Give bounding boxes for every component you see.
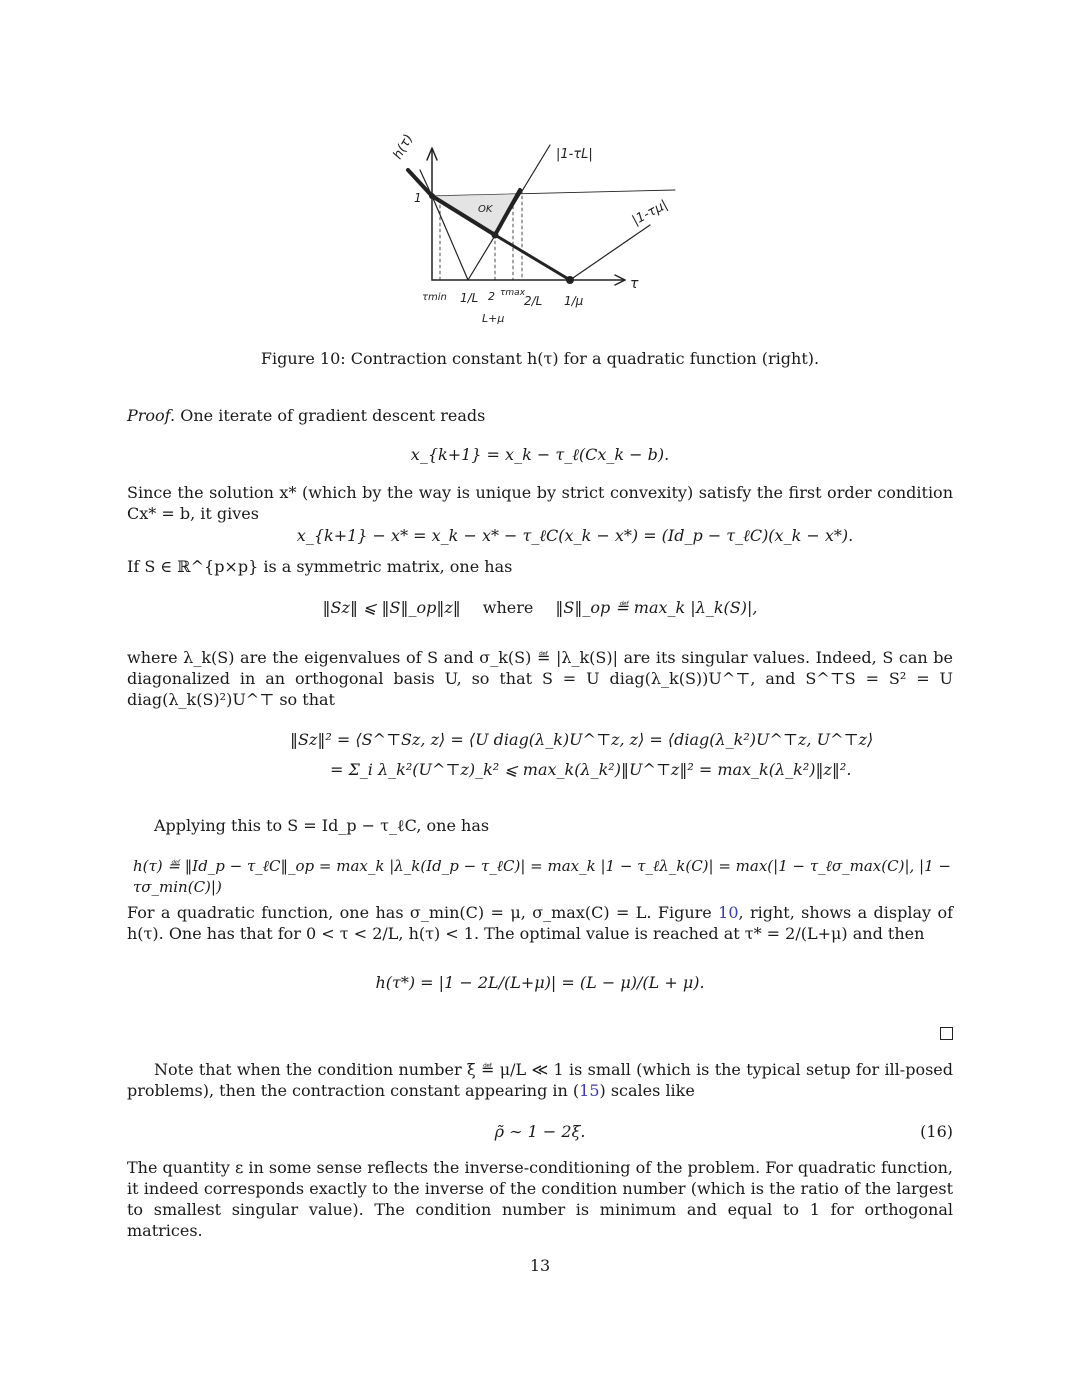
equation-contraction-constant: h(τ) ≝ ‖Id_p − τ_ℓC‖_op = max_k |λ_k(Id_p − τ_ℓC)| = max_k |1 − τ_ℓλ_k(C)| = max(|1 − τ_ℓσ_max(C)|, |1 − τσ_min(C)|) xyxy=(133,857,951,896)
label-tau-max: τmax xyxy=(500,288,526,298)
proof-paragraph-1: Since the solution x* (which by the way is unique by strict convexity) satisfy the first order condition Cx* = b, it gives xyxy=(127,483,953,523)
label-line-right: |1-τμ| xyxy=(629,197,671,229)
proof-paragraph-2: If S ∈ ℝ^{p×p} is a symmetric matrix, one has xyxy=(127,557,513,576)
label-two-over: 2 xyxy=(488,290,495,303)
label-L-plus-mu: L+μ xyxy=(482,312,505,325)
equation-rho-tilde: ρ̃ ∼ 1 − 2ξ. xyxy=(494,1122,586,1141)
note-end: ) scales like xyxy=(599,1081,695,1100)
label-tau: τ xyxy=(630,276,639,292)
label-line-top: |1-τL| xyxy=(556,147,593,162)
page-number: 13 xyxy=(529,1256,551,1275)
label-h-tau: h(τ) xyxy=(390,131,417,162)
label-tau-min: τmin xyxy=(422,292,447,303)
max-curve-right xyxy=(495,235,570,280)
operator-norm-definition: ‖S‖_op ≝ max_k |λ_k(S)|, xyxy=(555,598,758,617)
equation-norm-squared-line1: ‖Sz‖² = ⟨S^⊤Sz, z⟩ = ⟨U diag(λ_k)U^⊤z, z⟩ = ⟨diag(λ_k²)U^⊤z, U^⊤z⟩ xyxy=(290,730,874,749)
label-one-over-mu: 1/μ xyxy=(564,294,584,308)
equation-error-recursion: x_{k+1} − x* = x_k − x* − τ_ℓC(x_k − x*) = (Id_p − τ_ℓC)(x_k − x*). xyxy=(296,526,854,545)
note-paragraph xyxy=(127,1059,953,1101)
proof-paragraph-4: Applying this to S = Id_p − τ_ℓC, one has xyxy=(154,816,490,835)
label-two-over-L: 2/L xyxy=(524,294,543,308)
proof-intro-text: One iterate of gradient descent reads xyxy=(180,406,486,425)
equation-gd-iterate: x_{k+1} = x_k − τ_ℓ(Cx_k − b). xyxy=(410,445,670,464)
note-start: Note that when the condition number ξ ≝ μ/L ≪ 1 is small (which is the typical setup for ill-posed problems), then the contraction constant appearing in ( xyxy=(127,1060,953,1100)
ok-region xyxy=(432,194,515,235)
qed-square-icon xyxy=(940,1027,953,1040)
figure-caption: Figure 10: Contraction constant h(τ) for a quadratic function (right). xyxy=(260,349,820,368)
point-one xyxy=(429,193,435,199)
figure-10-link[interactable]: 10 xyxy=(718,903,739,922)
proof-paragraph-3: where λ_k(S) are the eigenvalues of S and σ_k(S) ≝ |λ_k(S)| are its singular values. Indeed, S can be diagonalized in an orthogonal basis U, so that S = U diag(λ_k(S))U^⊤, and S^⊤S = S² = U diag(λ_k(S)²)U^⊤ so that xyxy=(127,648,953,709)
paragraph-5-end: , right, shows a display of h(τ). One has that for 0 < τ < 2/L, h(τ) < 1. The optimal value is reached at τ* = 2/(L+μ) and then xyxy=(127,903,954,943)
proof-paragraph-5 xyxy=(127,902,953,944)
operator-norm-where: where xyxy=(482,598,534,617)
contraction-sketch-figure xyxy=(380,130,700,335)
equation-operator-norm xyxy=(127,597,953,618)
equation-15-link[interactable]: 15 xyxy=(579,1081,600,1100)
point-one-over-mu xyxy=(566,276,574,284)
proof-intro xyxy=(127,405,953,426)
level-one-line xyxy=(430,190,675,196)
proof-lead: Proof. xyxy=(127,406,176,425)
equation-norm-squared-line2: = Σ_i λ_k²(U^⊤z)_k² ⩽ max_k(λ_k²)‖U^⊤z‖² = max_k(λ_k²)‖z‖². xyxy=(330,760,852,779)
equation-optimal-value: h(τ*) = |1 − 2L/(L+μ)| = (L − μ)/(L + μ). xyxy=(375,973,705,992)
label-one-over-L: 1/L xyxy=(460,291,479,305)
label-one: 1 xyxy=(414,191,422,205)
equation-number-16: (16) xyxy=(920,1122,953,1141)
label-ok: OK xyxy=(478,204,493,215)
final-paragraph: The quantity ε in some sense reflects the inverse-conditioning of the problem. For quadratic function, it indeed corresponds exactly to the inverse of the condition number (which is the ratio of the largest to smallest singular value). The condition number is minimum and equal to 1 for orthogonal matrices. xyxy=(127,1158,954,1240)
operator-norm-bound: ‖Sz‖ ⩽ ‖S‖_op‖z‖ xyxy=(322,598,461,617)
paragraph-5-start: For a quadratic function, one has σ_min(C) = μ, σ_max(C) = L. Figure xyxy=(127,903,719,922)
